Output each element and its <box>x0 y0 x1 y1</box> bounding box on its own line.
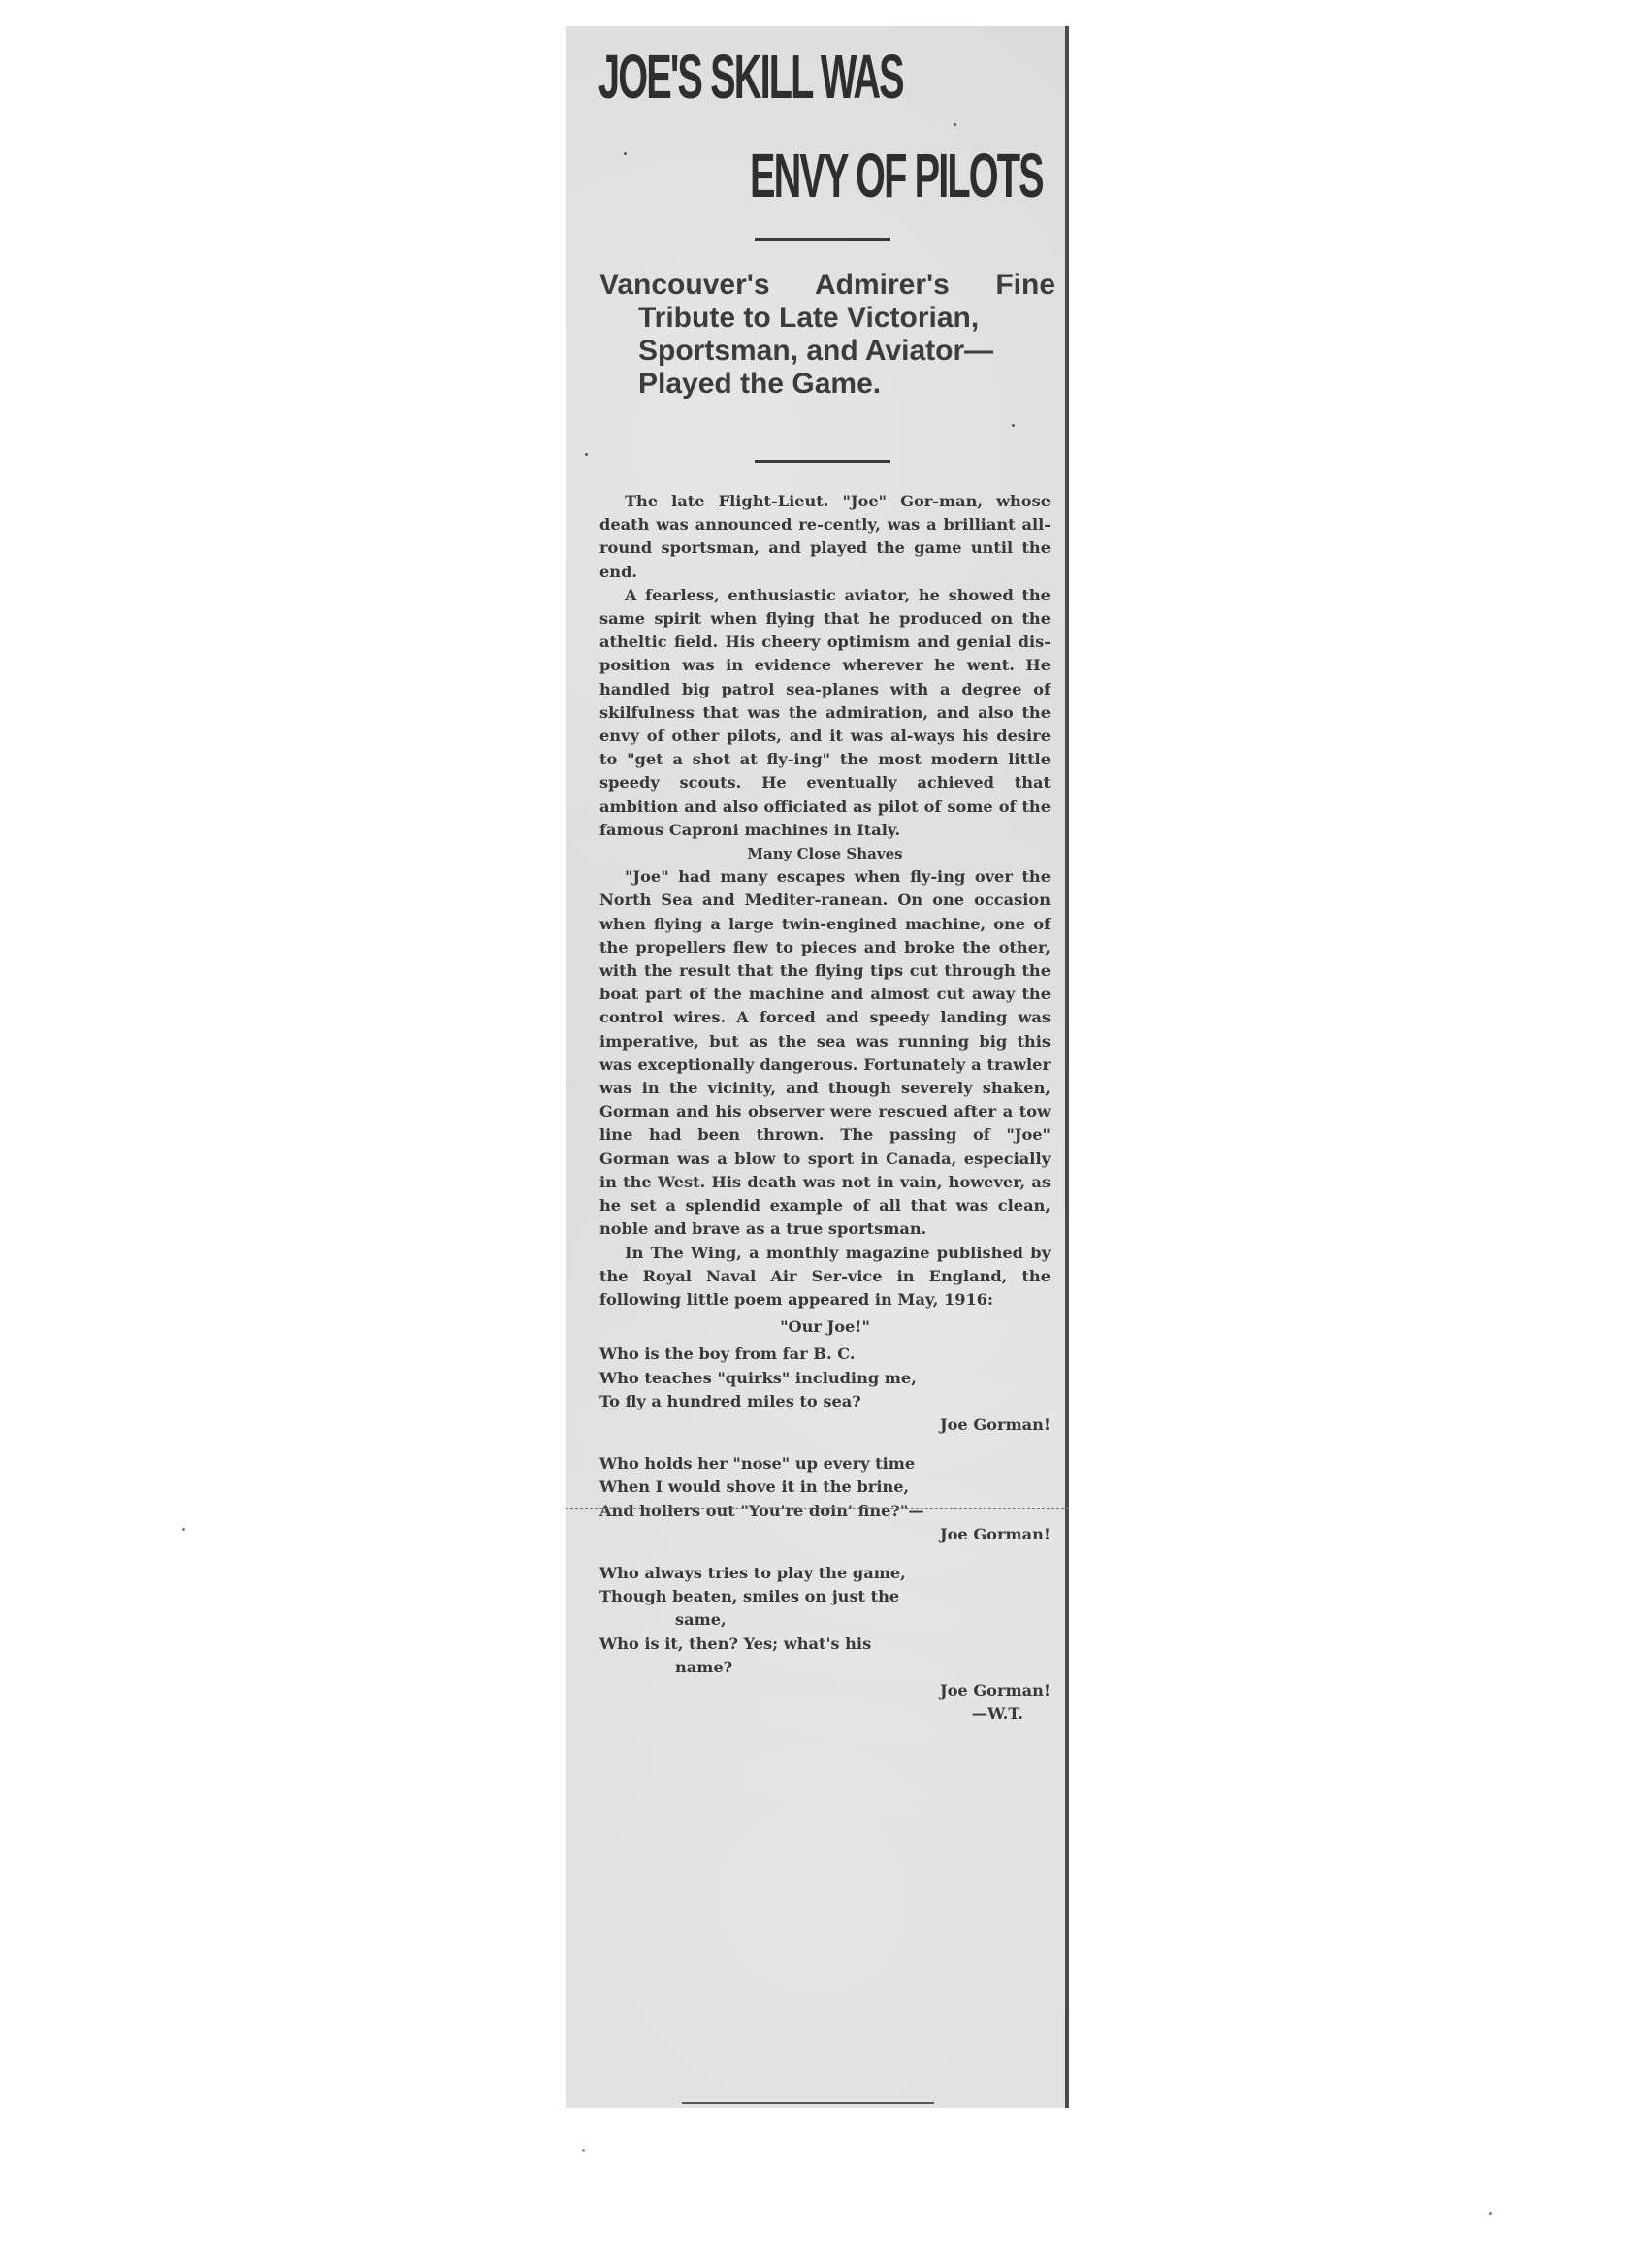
poem-line: Though beaten, smiles on just the <box>599 1587 900 1606</box>
poem-refrain: Joe Gorman! <box>939 1414 1051 1434</box>
headline-divider <box>755 238 890 241</box>
page-speck <box>182 1528 185 1531</box>
fold-crease <box>566 1508 1069 1510</box>
print-speck <box>585 453 588 456</box>
headline-line-1: JOE'S SKILL WAS <box>598 42 903 112</box>
print-speck <box>624 152 627 155</box>
page-speck <box>582 2149 585 2152</box>
deck-divider <box>755 460 890 463</box>
poem <box>599 1315 1051 1726</box>
poem-line: Who is it, then? Yes; what's his <box>599 1634 872 1653</box>
poem-line: same, <box>675 1610 727 1630</box>
poem-line: To fly a hundred miles to sea? <box>599 1391 861 1410</box>
newspaper-clipping <box>566 26 1069 2108</box>
section-subhead: Many Close Shaves <box>747 845 903 863</box>
article-body <box>599 490 1051 1726</box>
headline-line-2: ENVY OF PILOTS <box>750 141 1043 211</box>
poem-refrain: Joe Gorman! <box>939 1680 1051 1700</box>
poem-line: When I would shove it in the brine, <box>599 1477 910 1497</box>
deck-line: Played the Game. <box>638 368 882 400</box>
deck-subheadline <box>599 269 1055 401</box>
print-speck <box>1012 424 1015 427</box>
poem-signature: —W.T. <box>971 1704 1023 1724</box>
poem-line: Who holds her "nose" up every time <box>599 1454 916 1474</box>
deck-line: Tribute to Late Victorian, <box>638 302 980 334</box>
paragraph: "Joe" had many escapes when fly-ing over the North Sea and Mediter-ranean. On one occasion when flying a large twin-engined machine, one of the propellers flew to pieces and broke the other, with the result that the flying tips cut through the boat part of the machine and almost cut away the control wires. A forced and speedy landing was imperative, but as the sea was running big this was exceptionally dangerous. Fortunately a trawler was in the vicinity, and though severely shaken, Gorman and his observer were rescued after a tow line had been thrown. The passing of "Joe" Gorman was a blow to sport in Canada, especially in the West. His death was not in vain, however, as he set a splendid example of all that was clean, noble and brave as a true sportsman. <box>599 867 1051 1239</box>
print-speck <box>954 123 956 126</box>
poem-stanza <box>599 1452 1051 1546</box>
poem-stanza <box>599 1562 1051 1702</box>
poem-refrain: Joe Gorman! <box>939 1524 1051 1543</box>
page-speck <box>1489 2212 1492 2215</box>
poem-stanza <box>599 1343 1051 1437</box>
paragraph: In The Wing, a monthly magazine published by the Royal Naval Air Ser-vice in England, the following little poem appeared in May, 1916: <box>599 1243 1051 1309</box>
poem-line: Who always tries to play the game, <box>599 1563 906 1582</box>
deck-line: Vancouver's Admirer's Fine <box>599 269 1055 301</box>
poem-title: "Our Joe!" <box>780 1317 870 1337</box>
paragraph: The late Flight-Lieut. "Joe" Gor-man, whose death was announced re-cently, was a brilliant all-round sportsman, and played the game until the end. <box>599 492 1051 581</box>
poem-line: Who teaches "quirks" including me, <box>599 1368 917 1387</box>
poem-line: Who is the boy from far B. C. <box>599 1345 856 1364</box>
poem-line: name? <box>675 1657 733 1676</box>
paragraph: A fearless, enthusiastic aviator, he showed the same spirit when flying that he produced on the atheltic field. His cheery optimism and genial dis-position was in evidence wherever he went. He handled big patrol sea-planes with a degree of skilfulness that was the admiration, and also the envy of other pilots, and it was al-ways his desire to "get a shot at fly-ing" the most modern little speedy scouts. He eventually achieved that ambition and also officiated as pilot of some of the famous Caproni machines in Italy. <box>599 585 1051 839</box>
deck-line: Sportsman, and Aviator— <box>638 335 994 367</box>
bottom-rule <box>682 2102 934 2104</box>
poem-line: And hollers out "You're doin' fine?"— <box>599 1501 924 1520</box>
